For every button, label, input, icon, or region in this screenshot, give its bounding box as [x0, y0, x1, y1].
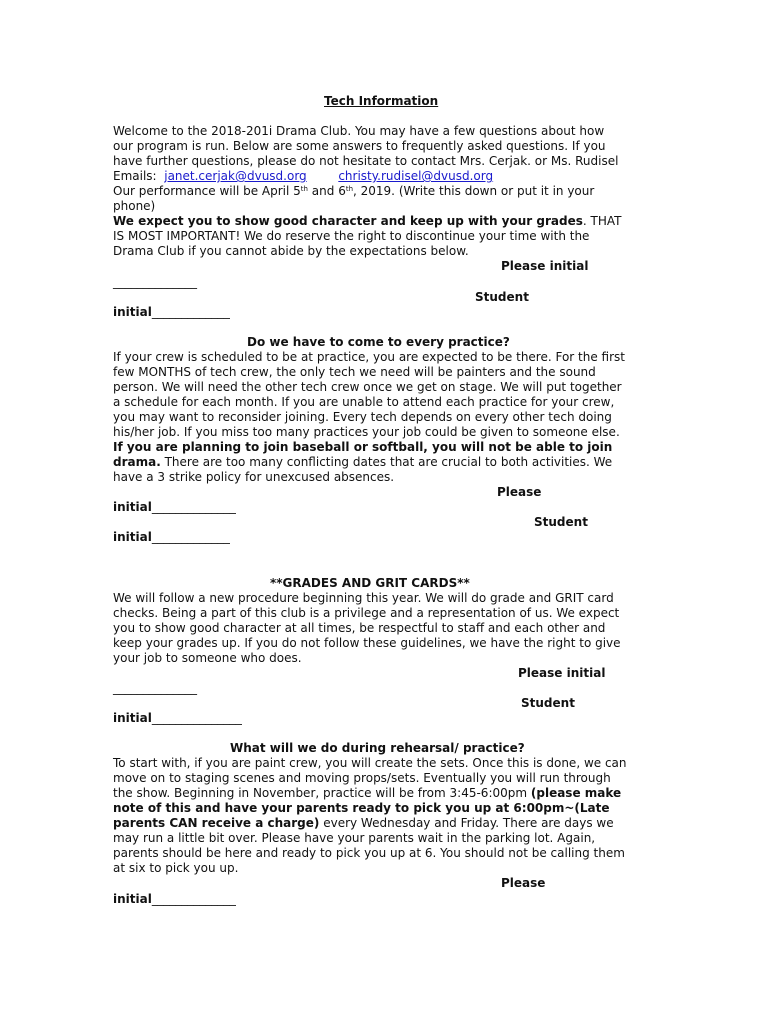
initial-word: initial: [113, 711, 152, 725]
practice-bold-drama: drama.: [113, 455, 161, 469]
intro-line-8: IS MOST IMPORTANT! We do reserve the right to discontinue your time with the: [113, 229, 590, 243]
initial-word: initial: [113, 500, 152, 514]
grades-line-4: keep your grades up. If you do not follow these guidelines, we have the right to give: [113, 636, 621, 650]
performance-text-c: , 2019. (Write this down or put it in your: [353, 184, 595, 198]
practice-line-3: person. We will need the other tech crew once we get on stage. We will put together: [113, 380, 622, 394]
student-label-3: Student: [521, 696, 575, 710]
please-initial-label-3: Please initial: [518, 666, 606, 680]
student-label-1: Student: [475, 290, 529, 304]
rehearsal-line-1: To start with, if you are paint crew, you will create the sets. Once this is done, we can: [113, 756, 627, 770]
emails-label: Emails:: [113, 169, 157, 183]
student-initial-blank-1[interactable]: _____________: [151, 305, 230, 319]
student-label-2: Student: [534, 515, 588, 529]
please-initial-line-4: [113, 892, 236, 907]
expectation-rest: . THAT: [582, 214, 622, 228]
practice-line-5: you may want to reconsider joining. Every tech depends on every other tech doing: [113, 410, 612, 424]
intro-line-2: our program is run. Below are some answers to frequently asked questions. If you: [113, 139, 606, 153]
rehearsal-line-6: may run a little bit over. Please have your parents wait in the parking lot. Again,: [113, 831, 596, 845]
rehearsal-line-2: move on to staging scenes and moving props/sets. Eventually you will run through: [113, 771, 611, 785]
student-initial-line-1: [113, 305, 230, 320]
rehearsal-line-7: parents should be here and ready to pick you up at 6. You should not be calling them: [113, 846, 625, 860]
grades-line-5: your job to someone who does.: [113, 651, 302, 665]
email-link-rudisel[interactable]: christy.rudisel@dvusd.org: [338, 169, 494, 183]
practice-bold-line: If you are planning to join baseball or softball, you will not be able to join: [113, 440, 613, 454]
rehearsal-line-5: [113, 816, 614, 831]
page-title: Tech Information: [324, 94, 439, 108]
please-initial-line-2: [113, 500, 236, 515]
practice-line-1: If your crew is scheduled to be at practice, you are expected to be there. For the first: [113, 350, 626, 364]
performance-text-b: and 6: [307, 184, 346, 198]
practice-line-2: few MONTHS of tech crew, the only tech we need will be painters and the sound: [113, 365, 596, 379]
please-label-2: Please: [497, 485, 542, 499]
student-initial-blank-2[interactable]: _____________: [151, 530, 230, 544]
rehearsal-line-3-bold: (please make: [530, 786, 622, 800]
rehearsal-line-5-rest: every Wednesday and Friday. There are days we: [319, 816, 614, 830]
initial-word: initial: [113, 305, 152, 319]
rehearsal-line-8: at six to pick you up.: [113, 861, 239, 875]
grades-heading: **GRADES AND GRIT CARDS**: [270, 576, 470, 590]
rehearsal-line-4: note of this and have your parents ready to pick you up at 6:00pm~(Late: [113, 801, 610, 815]
initial-word: initial: [113, 892, 152, 906]
performance-sup-2: th: [345, 185, 354, 193]
performance-line: [113, 184, 594, 199]
grades-line-2: checks. Being a part of this club is a privilege and a representation of us. We expect: [113, 606, 620, 620]
intro-line-3: have further questions, please do not hesitate to contact Mrs. Cerjak. or Ms. Rudisel: [113, 154, 619, 168]
please-initial-blank-4[interactable]: ______________: [151, 892, 236, 906]
please-initial-blank-2[interactable]: ______________: [151, 500, 236, 514]
practice-line-4: a schedule for each month. If you are unable to attend each practice for your crew,: [113, 395, 615, 409]
grades-line-1: We will follow a new procedure beginning this year. We will do grade and GRIT card: [113, 591, 614, 605]
rehearsal-line-3-text: the show. Beginning in November, practice will be from 3:45-6:00pm: [113, 786, 531, 800]
student-initial-blank-3[interactable]: _______________: [151, 711, 242, 725]
emails-line: [113, 169, 493, 184]
please-label-4: Please: [501, 876, 546, 890]
initial-word: initial: [113, 530, 152, 544]
intro-line-1: Welcome to the 2018-201i Drama Club. You may have a few questions about how: [113, 124, 605, 138]
please-initial-blank-3[interactable]: ______________: [113, 681, 197, 695]
please-initial-blank-1[interactable]: ______________: [113, 275, 197, 289]
practice-line-8-rest: There are too many conflicting dates that are crucial to both activities. We: [160, 455, 613, 469]
rehearsal-heading: What will we do during rehearsal/ practice?: [230, 741, 525, 755]
practice-line-6: his/her job. If you miss too many practices your job could be given to someone else.: [113, 425, 620, 439]
practice-line-8: [113, 455, 612, 470]
performance-text-a: Our performance will be April 5: [113, 184, 301, 198]
expectation-line: [113, 214, 621, 229]
student-initial-line-2: [113, 530, 230, 545]
practice-heading: Do we have to come to every practice?: [247, 335, 510, 349]
intro-line-9: Drama Club if you cannot abide by the expectations below.: [113, 244, 469, 258]
email-link-cerjak[interactable]: janet.cerjak@dvusd.org: [164, 169, 307, 183]
rehearsal-line-5-bold: parents CAN receive a charge): [113, 816, 320, 830]
grades-line-3: you to show good character at all times, be respectful to staff and each other and: [113, 621, 606, 635]
practice-line-9: have a 3 strike policy for unexcused absences.: [113, 470, 395, 484]
performance-sup-1: th: [300, 185, 308, 193]
please-initial-label-1: Please initial: [501, 259, 589, 273]
intro-line-phone: phone): [113, 199, 156, 213]
rehearsal-line-3: [113, 786, 621, 801]
expectation-bold: We expect you to show good character and keep up with your grades: [113, 214, 583, 228]
student-initial-line-3: [113, 711, 242, 726]
